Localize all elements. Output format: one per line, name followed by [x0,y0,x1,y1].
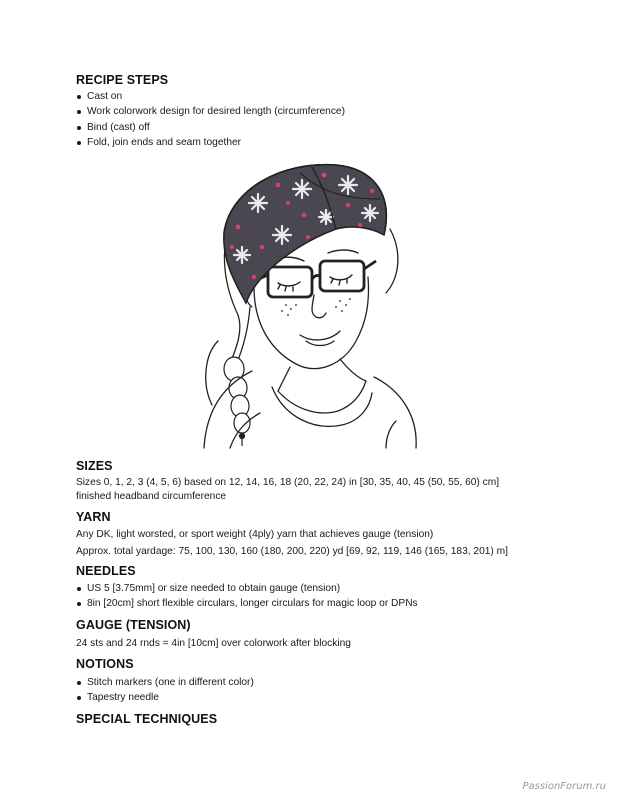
sizes-line-2: finished headband circumference [76,491,227,502]
list-item: Stitch markers (one in different color) [76,675,254,690]
freckles [281,298,351,316]
gauge-heading: GAUGE (TENSION) [76,618,191,632]
gauge-line: 24 sts and 24 rnds = 4in [10cm] over colorwork after blocking [76,638,351,649]
yarn-line-1: Any DK, light worsted, or sport weight (4ply) yarn that achieves gauge (tension) [76,529,434,540]
nose-mouth [300,295,340,346]
recipe-steps-heading: RECIPE STEPS [76,73,169,87]
list-item: Cast on [76,89,345,104]
yarn-heading: YARN [76,510,111,524]
headband-illustration [190,155,426,450]
watermark: PassionForum.ru [522,781,606,792]
needles-list [76,581,418,612]
needles-heading: NEEDLES [76,564,136,578]
list-item: Bind (cast) off [76,120,345,135]
sizes-heading: SIZES [76,459,113,473]
list-item: 8in [20cm] short flexible circulars, longer circulars for magic loop or DPNs [76,596,418,611]
headband [224,165,386,303]
list-item: Fold, join ends and seam together [76,135,345,150]
list-item: Work colorwork design for desired length (circumference) [76,104,345,119]
special-techniques-heading: SPECIAL TECHNIQUES [76,712,218,726]
list-item: US 5 [3.75mm] or size needed to obtain gauge (tension) [76,581,418,596]
face-outline [246,277,369,391]
list-item: Tapestry needle [76,690,254,705]
recipe-steps-list [76,89,345,150]
braid [224,357,250,446]
notions-heading: NOTIONS [76,657,134,671]
yarn-line-2: Approx. total yardage: 75, 100, 130, 160 (180, 200, 220) yd [69, 92, 119, 146 (165, 183, 201) m] [76,546,508,557]
sizes-line-1: Sizes 0, 1, 2, 3 (4, 5, 6) based on 12, 14, 16, 18 (20, 22, 24) in [30, 35, 40, 45 (50, 55, 60) cm] [76,477,500,488]
notions-list [76,675,254,706]
